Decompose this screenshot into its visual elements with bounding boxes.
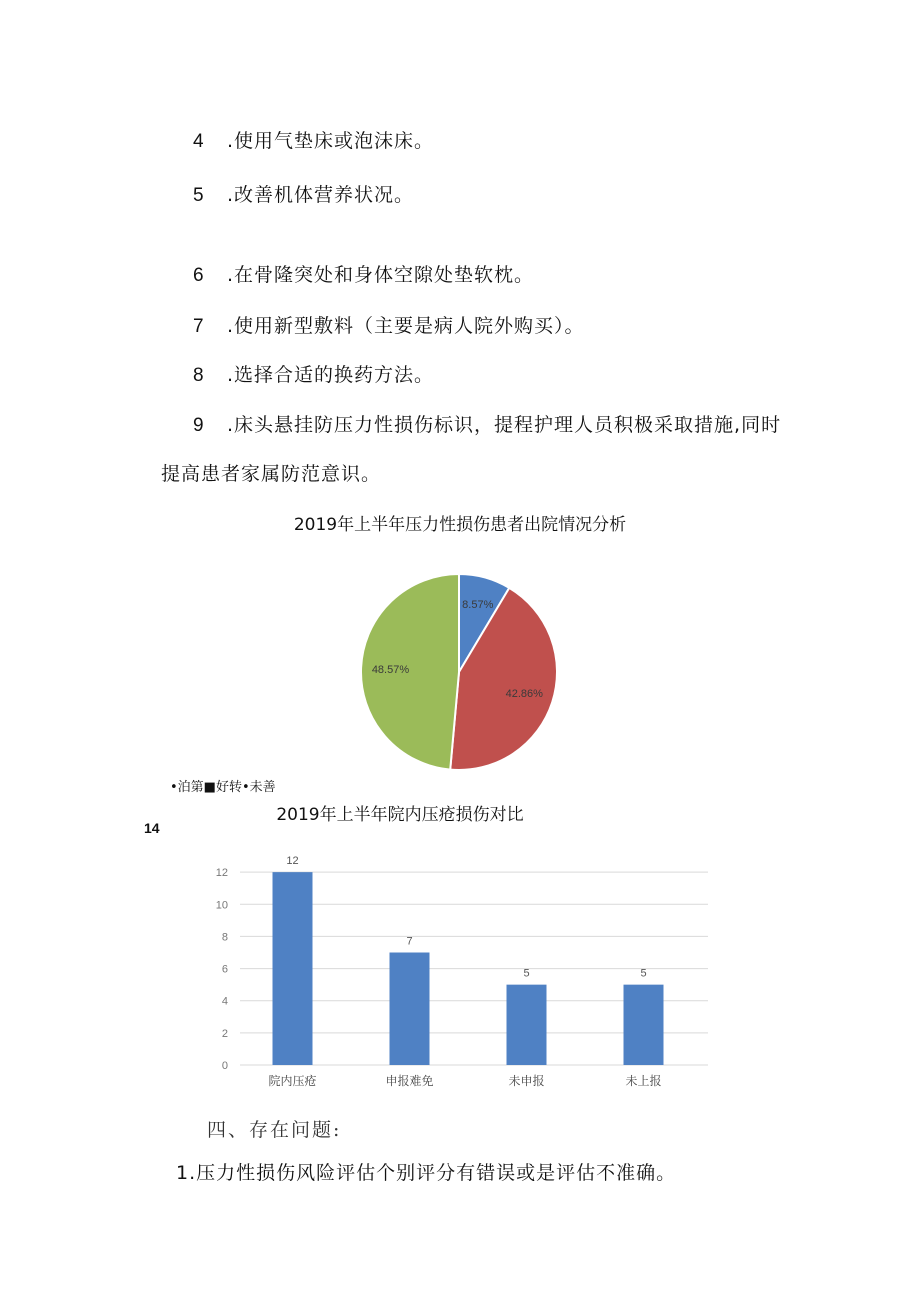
list-text: .床头悬挂防压力性损伤标识，提程护理人员积极采取措施,同时 — [227, 414, 782, 436]
bar — [390, 953, 430, 1066]
list-item-5 — [193, 180, 414, 207]
bar-data-label: 5 — [640, 967, 647, 980]
x-category-label: 未申报 — [508, 1074, 545, 1088]
list-item-8 — [193, 360, 434, 387]
list-item-9 — [193, 410, 781, 437]
page-number: 14 — [144, 820, 160, 836]
x-category-label: 院内压疮 — [268, 1074, 317, 1088]
list-text: .使用新型敷料（主要是病人院外购买）。 — [227, 315, 585, 337]
list-number: 6 — [193, 265, 205, 286]
list-number: 5 — [193, 185, 205, 206]
bar-chart — [0, 825, 920, 1105]
pie-legend: •泊第■好转•未善 — [170, 780, 276, 795]
bar — [507, 985, 547, 1065]
y-tick-label: 10 — [215, 899, 228, 912]
y-tick-label: 0 — [221, 1060, 228, 1072]
list-item-6 — [193, 260, 534, 287]
bar-data-label: 5 — [523, 967, 530, 980]
x-category-label: 申报难免 — [385, 1074, 434, 1088]
bar-data-label: 12 — [286, 855, 299, 868]
problem-item-1: 1.压力性损伤风险评估个别评分有错误或是评估不准确。 — [176, 1162, 677, 1184]
list-text: .在骨隆突处和身体空隙处垫软枕。 — [227, 264, 535, 286]
section-heading: 四、存在问题: — [207, 1119, 342, 1141]
pie-data-label: 48.57% — [371, 663, 410, 676]
pie-chart-title: 2019年上半年压力性损伤患者出院情况分析 — [293, 515, 627, 535]
y-tick-label: 6 — [221, 963, 228, 976]
bar — [624, 985, 664, 1065]
list-number: 4 — [193, 131, 205, 152]
x-category-label: 未上报 — [625, 1074, 662, 1088]
bar-data-label: 7 — [406, 935, 413, 948]
list-item-7 — [193, 311, 585, 338]
bar — [273, 872, 313, 1065]
pie-data-label: 42.86% — [505, 688, 543, 701]
y-tick-label: 2 — [221, 1027, 228, 1040]
y-tick-label: 4 — [221, 995, 228, 1008]
pie-data-label: 8.57% — [462, 598, 494, 611]
list-number: 7 — [193, 316, 205, 337]
pie-chart — [0, 560, 920, 780]
list-text: .使用气垫床或泡沫床。 — [227, 130, 435, 152]
y-tick-label: 12 — [215, 867, 228, 880]
list-number: 9 — [193, 415, 205, 436]
list-item-4 — [193, 126, 434, 153]
bar-chart-title: 2019年上半年院内压疮损伤对比 — [276, 805, 524, 825]
list-number: 8 — [193, 365, 205, 386]
list-text: .选择合适的换药方法。 — [227, 364, 435, 386]
list-item-9-continuation: 提高患者家属防范意识。 — [161, 463, 382, 485]
y-tick-label: 8 — [221, 931, 228, 944]
list-text: .改善机体营养状况。 — [227, 184, 415, 206]
